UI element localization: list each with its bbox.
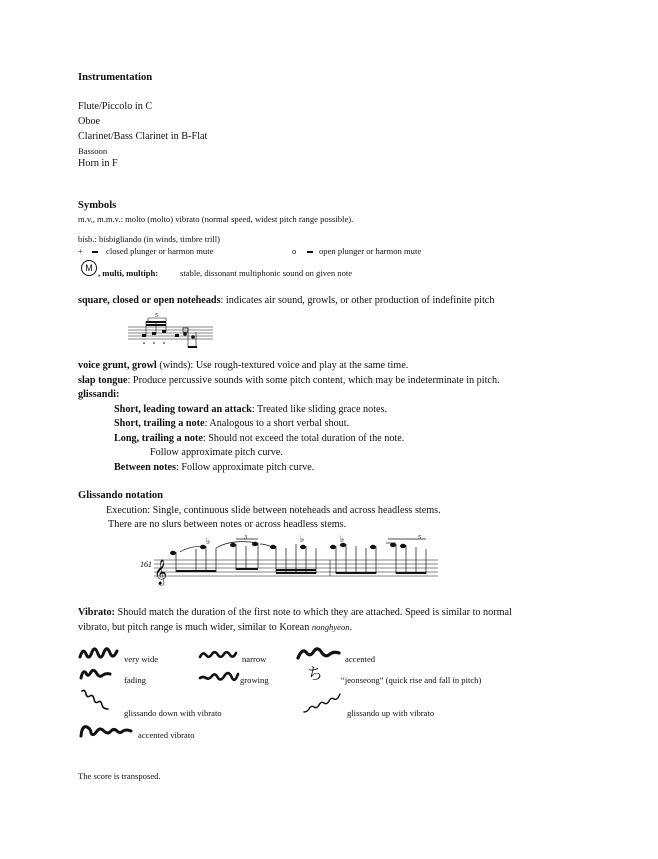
glissandi-label: glissandi: [78, 389, 120, 400]
slap-tongue-text: : Produce percussive sounds with some pitch content, which may be indeterminate in pitch. [127, 375, 500, 386]
flat-icon: ♭ [300, 535, 305, 545]
closed-plunger-sign: + [78, 246, 83, 256]
gliss-between-label: Between notes [114, 462, 176, 473]
accented-long-vibrato-icon [79, 722, 133, 740]
open-plunger-text: open plunger or harmon mute [319, 246, 422, 256]
instrument-item: Horn in F [78, 158, 118, 169]
gliss-long-trailing-follow: Follow approximate pitch curve. [150, 447, 283, 458]
gliss-between-text: : Follow approximate pitch curve. [175, 462, 315, 473]
narrow-vibrato-icon [199, 649, 237, 661]
open-plunger-sign: o [292, 246, 297, 256]
jeonseong-label: “jeonseong” (quick rise and fall in pitch) [341, 675, 482, 685]
very-wide-vibrato-icon [79, 646, 119, 662]
instrumentation-heading: Instrumentation [78, 72, 153, 83]
instrument-item: Bassoon [78, 146, 108, 156]
gliss-down-label: glissando down with vibrato [124, 708, 222, 718]
vibrato-period: . [349, 622, 353, 633]
instrument-item: Flute/Piccolo in C [78, 101, 153, 112]
gliss-up-vibrato-icon [302, 692, 342, 714]
tuplet-number: 5 [155, 313, 158, 319]
vibrato-text2: vibrato, but pitch range is much wider, similar to Korean [78, 622, 312, 633]
multiphonic-label: , multi, multiph: [98, 268, 159, 278]
symbol-bisb: bisb.: bisbigliando (in winds, timbre trill) [78, 234, 221, 244]
gliss-long-trailing-text: : Should not exceed the total duration of the note. [202, 433, 405, 444]
gliss-notation-line2: There are no slurs between notes or across headless stems. [108, 519, 347, 530]
accented-vibrato-icon [297, 646, 341, 662]
vibrato-label: Vibrato: [78, 607, 115, 618]
fading-label: fading [124, 675, 146, 685]
vibrato-korean-term: nonghyeon [311, 622, 350, 632]
symbols-heading: Symbols [78, 200, 117, 211]
gliss-notation-line1: Execution: Single, continuous slide between noteheads and across headless stems. [106, 505, 441, 516]
gliss-up-label: glissando up with vibrato [347, 708, 435, 718]
growing-vibrato-icon [199, 670, 239, 684]
notehead-example-staff [128, 310, 218, 360]
flat-icon: ♭ [206, 537, 211, 547]
symbol-mv: m.v., m.m.v.: molto (molto) vibrato (normal speed, widest pitch range possible). [78, 214, 354, 224]
closed-plunger-text: closed plunger or harmon mute [106, 246, 214, 256]
multiphonic-text: stable, dissonant multiphonic sound on given note [180, 268, 353, 278]
slap-tongue-label: slap tongue [78, 375, 128, 386]
gliss-notation-staff [140, 534, 440, 590]
measure-number: 161 [140, 560, 152, 569]
instrument-item: Clarinet/Bass Clarinet in B-Flat [78, 131, 208, 142]
very-wide-label: very wide [124, 654, 159, 664]
voice-grunt-text: (winds): Use rough-textured voice and play at the same time. [156, 360, 409, 371]
tuplet-number: 3 [244, 535, 247, 541]
footer-note: The score is transposed. [78, 771, 161, 781]
treble-clef-icon: 𝄞 [154, 560, 168, 585]
instrument-item: Oboe [78, 116, 101, 127]
accented-label: accented [345, 654, 376, 664]
voice-grunt-label: voice grunt, growl [78, 360, 157, 371]
gliss-short-attack-label: Short, leading toward an attack [114, 404, 252, 415]
gliss-short-trailing-text: : Analogous to a short verbal shout. [204, 418, 350, 429]
accented-vibrato-label: accented vibrato [138, 730, 195, 740]
gliss-long-trailing-label: Long, trailing a note [114, 433, 203, 444]
gliss-short-trailing-label: Short, trailing a note [114, 418, 205, 429]
noteheads-text: : indicates air sound, growls, or other production of indefinite pitch [220, 295, 495, 306]
noteheads-label: square, closed or open noteheads [78, 295, 221, 306]
gliss-short-attack-text: : Treated like sliding grace notes. [251, 404, 388, 415]
multiphonic-circle-icon: M [81, 260, 97, 276]
dash-icon [92, 251, 98, 253]
flat-icon: ♭ [340, 535, 345, 545]
growing-label: growing [240, 675, 269, 685]
fading-vibrato-icon [79, 667, 111, 683]
tuplet-number: 5 [418, 535, 421, 541]
narrow-label: narrow [242, 654, 267, 664]
dash-icon [307, 251, 313, 253]
vibrato-text1: Should match the duration of the first note to which they are attached. Speed is similar to normal [114, 607, 512, 618]
gliss-notation-heading: Glissando notation [78, 490, 164, 501]
jeonseong-icon: ち [307, 664, 324, 683]
gliss-down-vibrato-icon [80, 688, 110, 712]
